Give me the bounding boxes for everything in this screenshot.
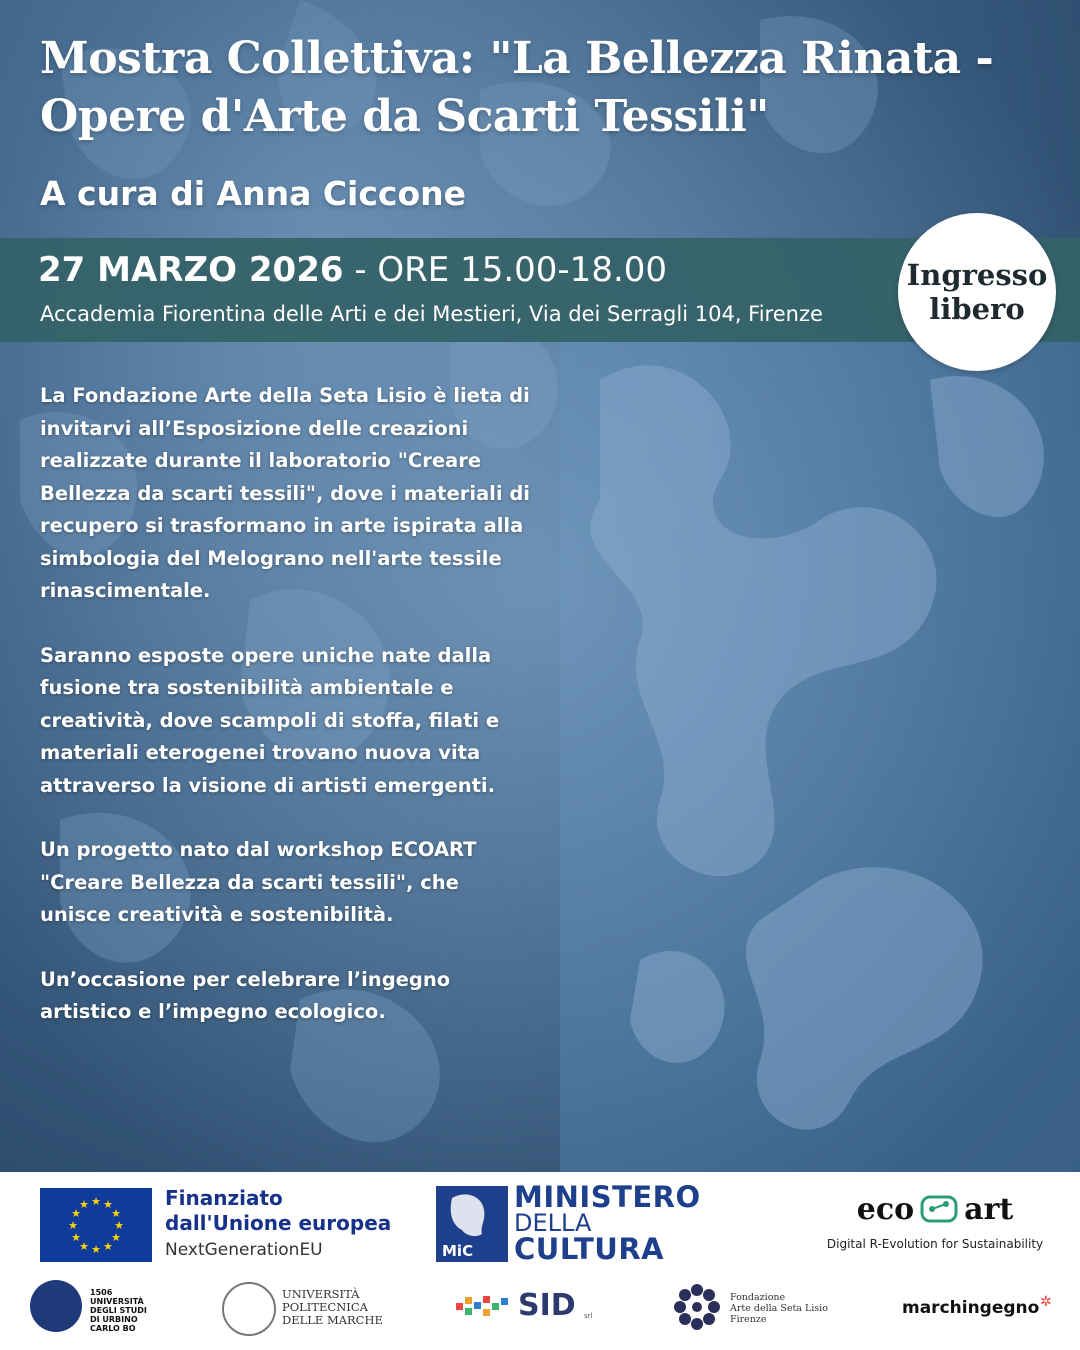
eu-funding-text xyxy=(165,1186,391,1263)
paragraph: La Fondazione Arte della Seta Lisio è lieta di invitarvi all’Esposizione delle creazioni realizzate durante il laboratorio "Creare Bellezza da scarti tessili", dove i materiali di recupero si trasformano in arte ispirata alla simbologia del Melograno nell'arte tessile rinascimentale. xyxy=(40,384,530,602)
svg-text:★: ★ xyxy=(68,1219,78,1232)
mic-line-3: CULTURA xyxy=(514,1232,665,1266)
event-time: ORE 15.00-18.00 xyxy=(377,250,668,290)
sid-mosaic-icon xyxy=(456,1294,514,1320)
urbino-year: 1506 xyxy=(90,1288,113,1297)
polimarche-line-1: UNIVERSITÀ xyxy=(282,1287,360,1301)
description-text xyxy=(40,380,530,1061)
eu-line-1: Finanziato xyxy=(165,1186,283,1210)
ecoart-tagline: Digital R-Evolution for Sustainability xyxy=(826,1237,1044,1251)
free-entry-badge xyxy=(898,213,1056,371)
event-venue: Accademia Fiorentina delle Arti e dei Mestieri, Via dei Serragli 104, Firenze xyxy=(40,302,823,326)
ecoart-logo xyxy=(820,1192,1050,1251)
paragraph: Saranno esposte opere uniche nate dalla fusione tra sostenibilità ambientale e creatività, dove scampoli di stoffa, filati e materiali eterogenei trovano nuova vita attraverso la visione di artisti emergenti. xyxy=(40,643,500,797)
mic-line-1: MINISTERO xyxy=(514,1180,701,1214)
lisio-line-3: Firenze xyxy=(730,1314,767,1325)
badge-line-1: Ingresso xyxy=(906,258,1048,292)
partner-logos-row xyxy=(0,1280,1080,1340)
svg-text:★: ★ xyxy=(111,1231,121,1244)
eu-line-2: dall'Unione europea xyxy=(165,1211,392,1235)
mic-abbr: MiC xyxy=(442,1242,474,1260)
sid-name: SID xyxy=(518,1288,576,1323)
urbino-text xyxy=(90,1288,150,1333)
mic-line-2: DELLA xyxy=(514,1209,592,1237)
lisio-line-2: Arte della Seta Lisio xyxy=(730,1303,828,1314)
polimarche-line-2: POLITECNICA xyxy=(282,1300,368,1314)
lisio-flower-icon xyxy=(672,1282,722,1332)
marchingegno-logo: marchingegno xyxy=(902,1298,1040,1318)
svg-text:★: ★ xyxy=(103,1198,113,1211)
eu-line-3: NextGenerationEU xyxy=(165,1240,323,1260)
polimarche-seal-icon xyxy=(222,1282,276,1336)
ecoart-left: eco xyxy=(856,1192,915,1227)
polimarche-line-3: DELLE MARCHE xyxy=(282,1313,383,1327)
lisio-line-1: Fondazione xyxy=(730,1292,786,1303)
ecoart-right: art xyxy=(964,1192,1014,1227)
exhibition-title: Mostra Collettiva: "La Bellezza Rinata - Opere d'Arte da Scarti Tessili" xyxy=(40,33,994,142)
svg-text:★: ★ xyxy=(111,1207,121,1220)
gear-icon: ✲ xyxy=(1040,1294,1052,1310)
paragraph: Un’occasione per celebrare l’ingegno artistico e l’impegno ecologico. xyxy=(40,967,451,1023)
sid-suffix: srl xyxy=(584,1312,593,1320)
date-time-line xyxy=(38,250,667,290)
svg-text:★: ★ xyxy=(79,1240,89,1253)
svg-text:★: ★ xyxy=(71,1231,81,1244)
polimarche-text xyxy=(282,1288,383,1327)
badge-line-2: libero xyxy=(929,292,1025,326)
date-separator: - xyxy=(343,250,378,290)
event-date: 27 MARZO 2026 xyxy=(38,250,344,290)
svg-text:★: ★ xyxy=(91,1243,101,1256)
svg-text:★: ★ xyxy=(91,1195,101,1208)
urbino-seal-icon xyxy=(30,1280,82,1332)
svg-text:★: ★ xyxy=(71,1207,81,1220)
svg-text:★: ★ xyxy=(114,1219,124,1232)
paragraph: Un progetto nato dal workshop ECOART "Creare Bellezza da scarti tessili", che unisce creatività e sostenibilità. xyxy=(40,838,477,926)
circuit-icon xyxy=(918,1194,960,1224)
svg-text:★: ★ xyxy=(79,1198,89,1211)
svg-text:★: ★ xyxy=(103,1240,113,1253)
curator-line: A cura di Anna Ciccone xyxy=(40,174,467,213)
mic-name xyxy=(514,1180,701,1266)
urbino-name: UNIVERSITÀ DEGLI STUDI DI URBINO CARLO BO xyxy=(90,1297,147,1333)
eu-flag-icon xyxy=(40,1188,152,1262)
lisio-text xyxy=(730,1292,828,1325)
mic-logo-icon xyxy=(436,1186,508,1262)
